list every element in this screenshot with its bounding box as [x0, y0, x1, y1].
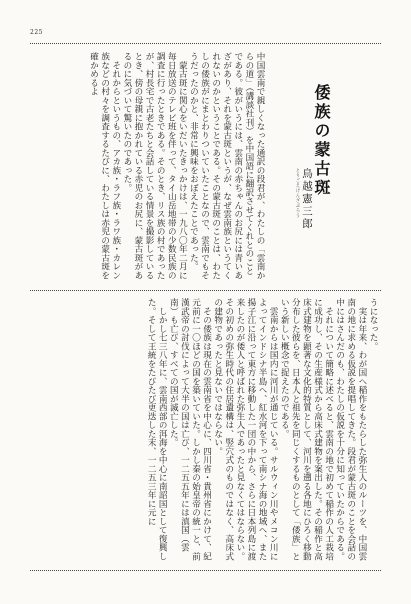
article-body-upper: 中国雲南で親しくなった通訳の段君が、わたしの「雲南からの道」（講談社刊）を中国語に翻訳させてくれとのことである。彼がいうには、雲南の赤ちゃんのお尻には青いあざがあり、それを蒙古斑というが、なぜ雲南族というてくれないのかということである。その蒙古斑のことは、わたしの倭族がにまとわりついていたことなので、雲南でもそうだったのかと、非常に興味をおぼえたことであった。 蒙古斑に関心をいだいたきっかけは、一九八〇年二月に毎日放送のテレビ班を伴って、タイ山岳地帯の少数民族の調査に行ったときである。そのとき、リス族の村であったが、村長宅で古老たちと会話している情景を撮影しているとき、傍の母親に抱かれている赤児のお尻に、蒙古斑があるのに気づいて驚いたのであった。 それからというもの、アカ族・ラフ族・ラワ族・カレン族などの村々を調査するたびに、わたしは赤児の蒙古斑を確かめるよ	[88, 52, 265, 280]
article-title: 倭族の蒙古斑	[312, 84, 331, 198]
page-number: 225	[30, 29, 43, 36]
article-body-lower: うになった。 実は年来、わが国へ稲作をもたらした弥生人のルーツを、中国雲南の地に求める仮説を提唱してきた。段君が蒙古斑のことを会話の中にはさんだのも、わたしの仮説を十分に知っていたからである。 それについて簡略に述べると、雲南の地で初めて稲作の人工栽培に成功し、その生産様式から高床式建物を案出した。その稲作と高床式建物を顕著な文化的特質として、河川を遡る各地にひろく移動分布した彼らを、日本人と祖先を同じくするものとして「倭族」という新しい概念で捉えたのである。 雲南からは国内に河川が通じている。サルウィン川やメコン川によってインドシナ半島へ、紅水河を下って南シナ海の地域へ、また揚子江に沿って東方に移動した一団の中から、さらに日本列島に渡来したのが倭人と呼ばれた弥生人であったと見なくてはならない。その初めの弥生時代の住居遺構は、竪穴式のものではなく、高床式の建物であったと見ないではならない。 その倭族は現在の雲南省を中心に、四川省・貴州省にかけて、紀元前に一〇ほどの国を築いていた。しかし秦の始皇帝の統一と、前漢武帝の討伐によって大半の国は亡び、一二五五年には滇国（雲南）も亡び、すべての国が滅亡した。 しかし七三八年に、雲南西部の洱海を中心に南詔国として復興した。そして王統をたびたび更迭した末、一二五三年に元に	[146, 298, 378, 561]
top-dotted-rule	[30, 43, 381, 44]
author-byline	[291, 168, 315, 278]
author-reading: とりごえけんざぶろう	[295, 168, 300, 218]
bottom-dotted-rule	[30, 570, 381, 571]
author-name: 鳥越憲三郎	[301, 168, 313, 231]
middle-dotted-rule	[30, 290, 381, 291]
